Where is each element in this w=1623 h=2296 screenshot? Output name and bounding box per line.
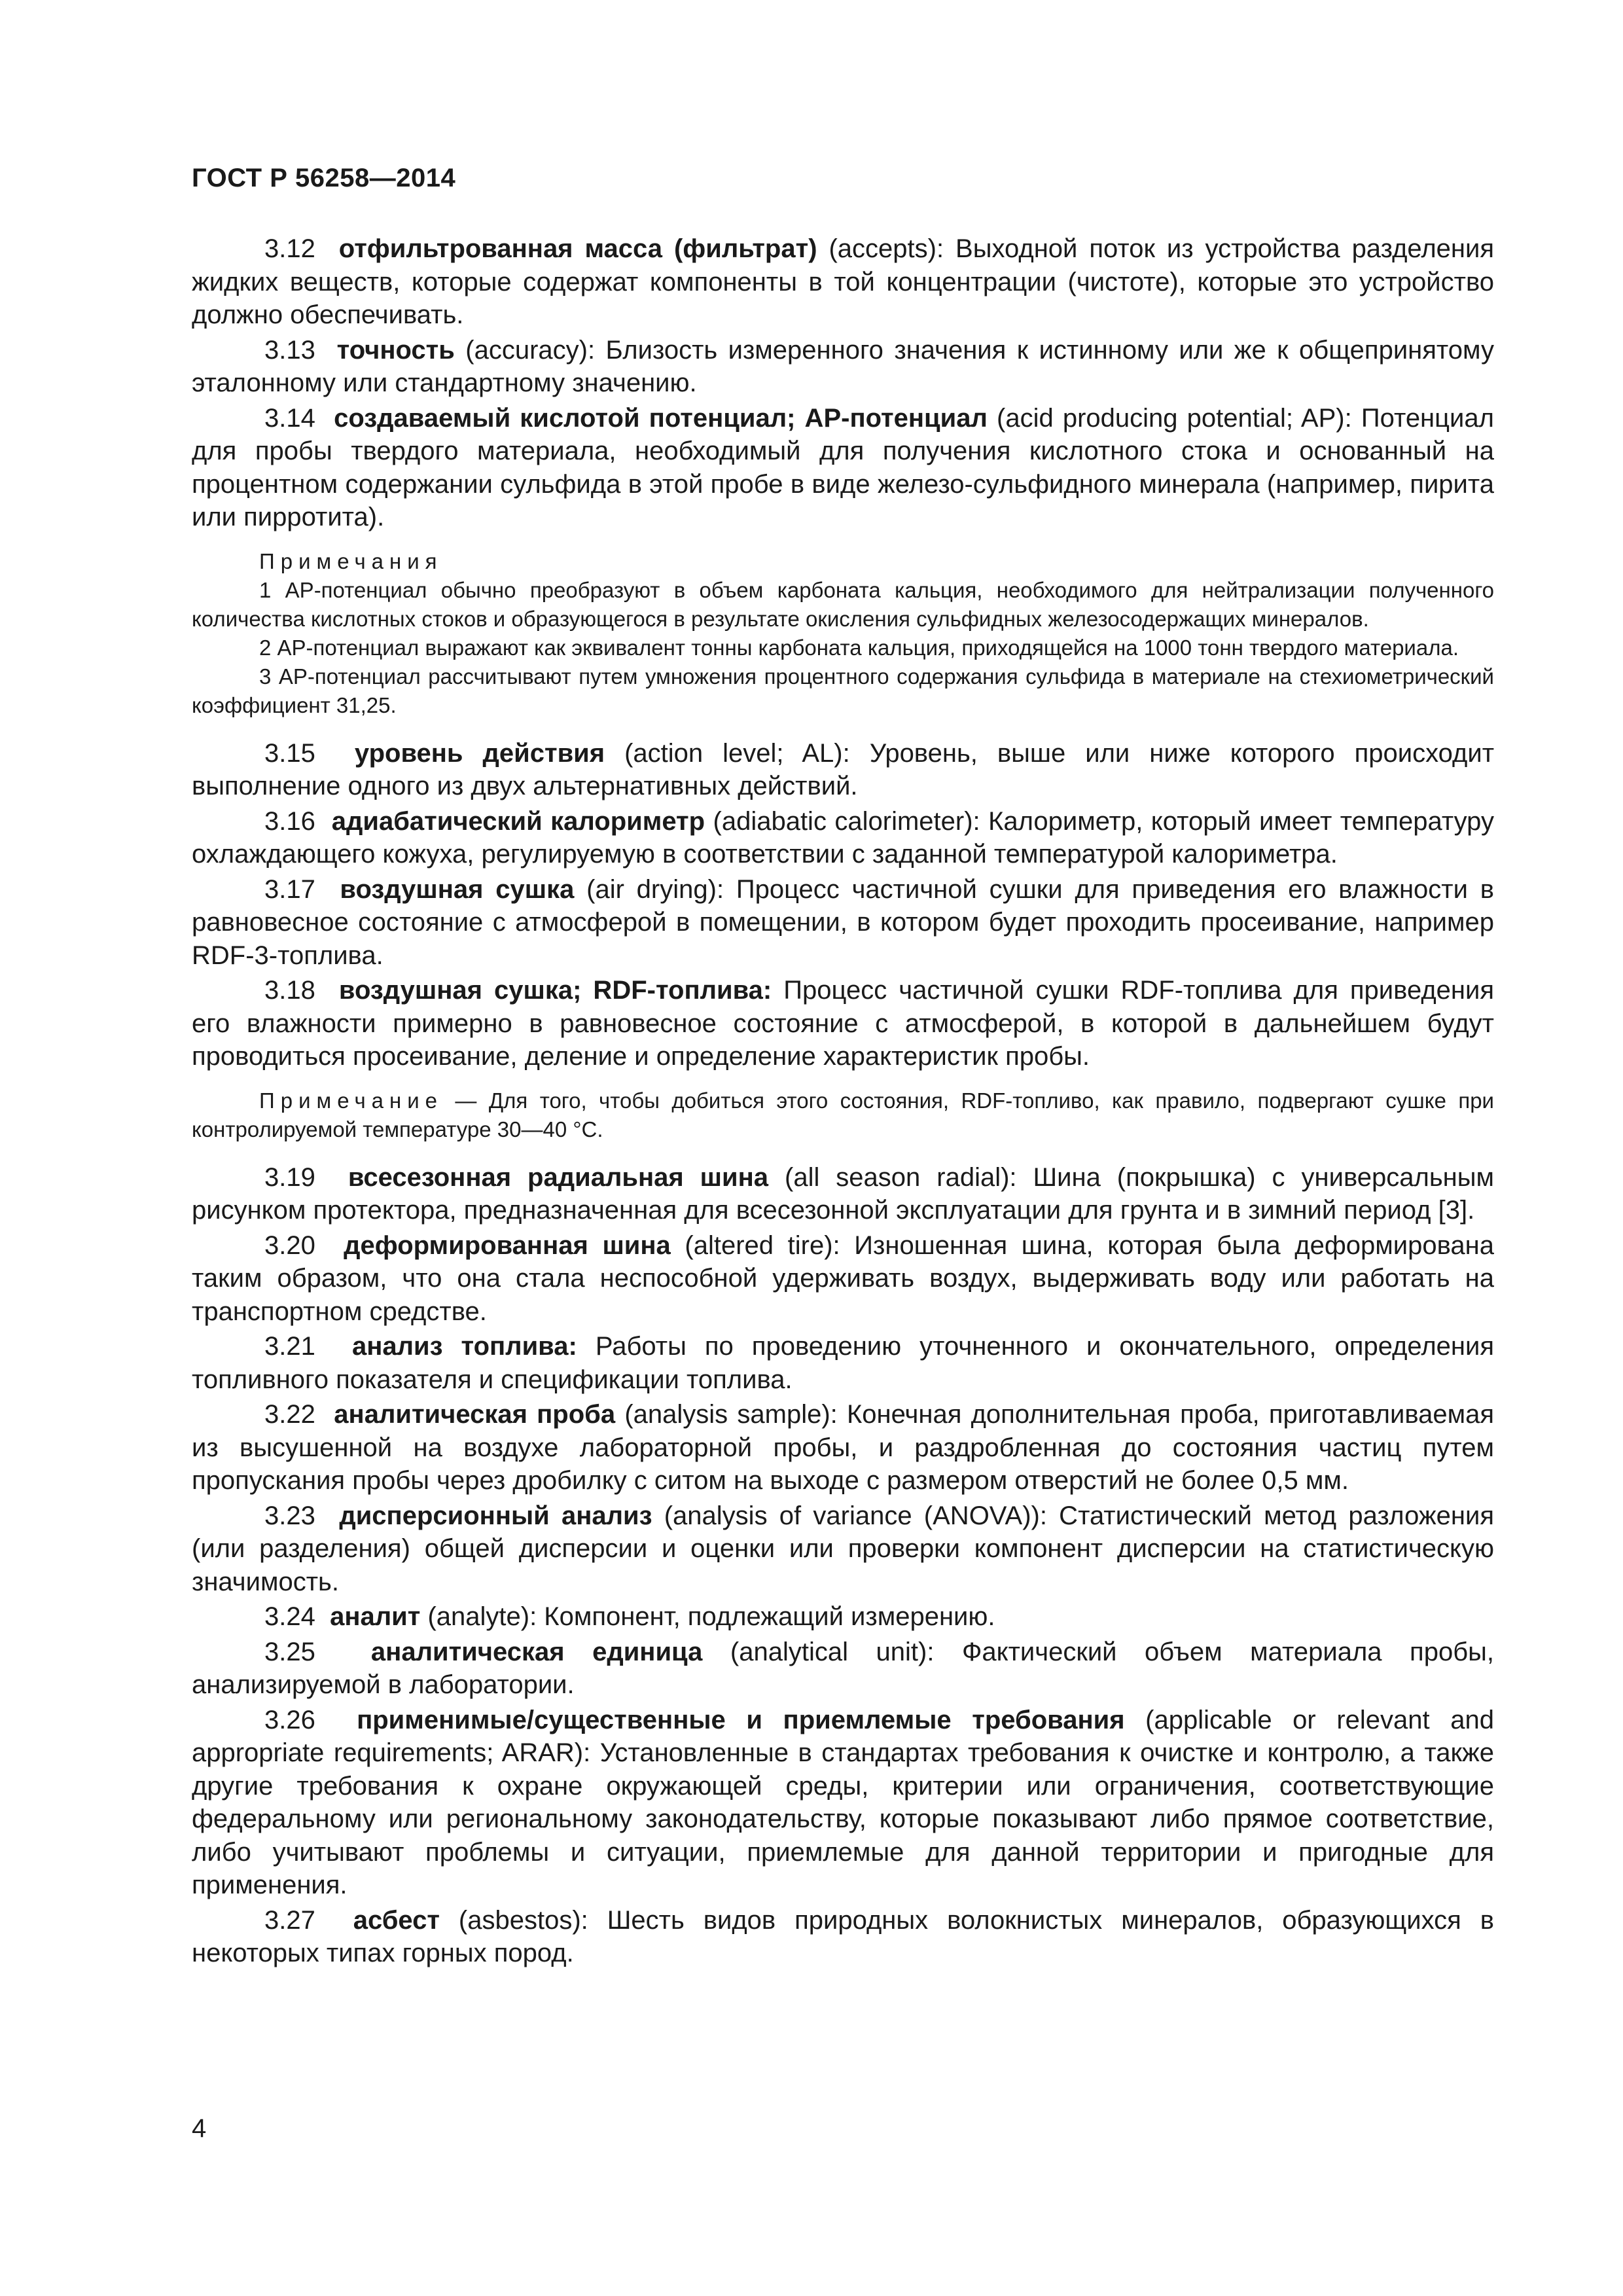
entry-term: точность xyxy=(336,335,455,365)
entry-definition: Работы по проведению уточненного и окончательного, определения топливного показателя и спецификации топлива. xyxy=(192,1332,1495,1394)
entry-definition: (analytical unit): Фактический объем материала пробы, анализируемой в лаборатории. xyxy=(192,1637,1494,1699)
notes-block xyxy=(192,547,1494,720)
entry-number: 3.16 xyxy=(264,806,315,836)
document-header: ГОСТ Р 56258—2014 xyxy=(192,164,456,192)
note-item: 3 АР-потенциал рассчитывают путем умножения процентного содержания сульфида в материале на стехиометрический коэффициент 31,25. xyxy=(192,664,1494,717)
term-entry xyxy=(192,805,1494,871)
notes-title: Примечания xyxy=(259,548,443,573)
term-entry xyxy=(192,402,1494,534)
note-item: 2 АР-потенциал выражают как эквивалент тонны карбоната кальция, приходящейся на 1000 тонн твердого материала. xyxy=(259,635,1459,660)
term-entry xyxy=(192,1904,1494,1970)
entry-term: отфильтрованная масса (фильтрат) xyxy=(338,234,817,263)
entry-number: 3.18 xyxy=(264,976,315,1005)
entry-term: всесезонная радиальная шина xyxy=(348,1162,769,1192)
entry-number: 3.21 xyxy=(264,1332,315,1361)
entry-term: анализ топлива: xyxy=(351,1332,577,1361)
term-entry xyxy=(192,737,1494,803)
note-single xyxy=(192,1086,1494,1144)
entry-definition: (asbestos): Шесть видов природных волокнистых минералов, образующихся в некоторых типах горных пород. xyxy=(192,1905,1494,1967)
entry-definition: (adiabatic calorimeter): Калориметр, который имеет температуру охлаждающего кожуха, регулируемую в соответствии с заданной температурой калориметра. xyxy=(192,806,1494,869)
entry-number: 3.27 xyxy=(264,1905,315,1935)
entry-definition: (accepts): Выходной поток из устройства разделения жидких веществ, которые содержат компоненты в той концентрации (чистоте), которые это устройство должно обеспечивать. xyxy=(192,234,1495,329)
entry-definition: (analysis sample): Конечная дополнительная проба, приготавливаемая из высушенной на воздухе лабораторной пробы, и раздробленная до состояния частиц путем пропускания пробы через дробилку с ситом на выходе с размером отверстий не более 0,5 мм. xyxy=(192,1400,1495,1495)
entry-term: создаваемый кислотой потенциал; АР-потенциал xyxy=(334,403,988,433)
entry-number: 3.23 xyxy=(264,1501,315,1530)
term-entry xyxy=(192,1636,1494,1702)
term-entry xyxy=(192,1704,1494,1902)
entry-definition: Процесс частичной сушки RDF-топлива для приведения его влажности примерно в равновесное состояние с атмосферой, в которой в дальнейшем будут проводиться просеивание, деление и определение характеристик пробы. xyxy=(192,976,1494,1071)
term-entry xyxy=(192,974,1494,1073)
entry-definition: (action level; AL): Уровень, выше или ниже которого происходит выполнение одного из двух альтернативных действий. xyxy=(192,738,1495,800)
note-text: — Для того, чтобы добиться этого состояния, RDF-топливо, как правило, подвергают сушке при контролируемой температуре 30—40 °С. xyxy=(192,1088,1494,1141)
entry-definition: (applicable or relevant and appropriate requirements; ARAR): Установленные в стандартах требования к очистке и контролю, а также другие требования к охране окружающей среды, критерии или ограничения, соответствующие федеральному или региональному законодательству, которые показывают либо прямое соответствие, либо учитывают проблемы и ситуации, приемлемые для данной территории и пригодные для применения. xyxy=(192,1705,1494,1899)
page-number: 4 xyxy=(192,2114,207,2143)
entry-number: 3.25 xyxy=(264,1637,315,1666)
entry-number: 3.12 xyxy=(264,234,315,263)
entry-term: воздушная сушка; RDF-топлива: xyxy=(338,976,772,1005)
entry-definition: (air drying): Процесс частичной сушки для приведения его влажности в равновесное состояние с атмосферой в помещении, в котором будет проходить просеивание, например RDF-3-топлива. xyxy=(192,874,1494,970)
term-entry xyxy=(192,1600,1494,1634)
entry-number: 3.19 xyxy=(264,1162,315,1192)
entry-term: деформированная шина xyxy=(344,1230,671,1260)
entry-term: применимые/существенные и приемлемые требования xyxy=(357,1705,1125,1734)
entry-number: 3.15 xyxy=(264,738,315,768)
term-entry xyxy=(192,232,1494,332)
entry-definition: (acid producing potential; AP): Потенциал для пробы твердого материала, необходимый для получения кислотного стока и основанный на процентном содержании сульфида в этой пробе в виде железо-сульфидного минерала (например, пирита или пирротита). xyxy=(192,403,1494,531)
entry-number: 3.17 xyxy=(264,874,315,904)
entry-definition: (accuracy): Близость измеренного значения к истинному или же к общепринятому эталонному или стандартному значению. xyxy=(192,335,1494,397)
note-item: 1 АР-потенциал обычно преобразуют в объем карбоната кальция, необходимого для нейтрализации полученного количества кислотных стоков и образующегося в результате окисления сульфидных железосодержащих минералов. xyxy=(192,577,1494,631)
document-body xyxy=(192,232,1494,1972)
entry-number: 3.24 xyxy=(264,1602,315,1631)
entry-number: 3.22 xyxy=(264,1400,315,1429)
term-entry xyxy=(192,1499,1494,1599)
entry-term: воздушная сушка xyxy=(340,874,575,904)
term-entry xyxy=(192,1330,1494,1396)
term-entry xyxy=(192,1161,1494,1227)
term-entry xyxy=(192,1229,1494,1329)
entry-term: уровень действия xyxy=(354,738,605,768)
note-label: Примечание xyxy=(259,1088,444,1113)
entry-term: аналит xyxy=(330,1602,421,1631)
entry-term: асбест xyxy=(353,1905,440,1935)
entry-number: 3.26 xyxy=(264,1705,315,1734)
term-entry xyxy=(192,1398,1494,1498)
term-entry xyxy=(192,334,1494,400)
entry-number: 3.20 xyxy=(264,1230,315,1260)
entry-number: 3.13 xyxy=(264,335,315,365)
entry-definition: (all season radial): Шина (покрышка) с универсальным рисунком протектора, предназначенная для всесезонной эксплуатации для грунта и в зимний период [3]. xyxy=(192,1162,1494,1225)
term-entry xyxy=(192,873,1494,973)
entry-definition: (analysis of variance (ANOVA)): Статистический метод разложения (или разделения) общей дисперсии и оценки или проверки компонент дисперсии на статистическую значимость. xyxy=(192,1501,1494,1596)
entry-number: 3.14 xyxy=(264,403,315,433)
entry-definition: (analyte): Компонент, подлежащий измерению. xyxy=(420,1602,995,1631)
entry-term: дисперсионный анализ xyxy=(339,1501,652,1530)
entry-term: аналитическая проба xyxy=(334,1400,616,1429)
entry-term: аналитическая единица xyxy=(370,1637,703,1666)
entry-term: адиабатический калориметр xyxy=(331,806,705,836)
entry-definition: (altered tire): Изношенная шина, которая была деформирована таким образом, что она стала неспособной удерживать воздух, выдерживать воду или работать на транспортном средстве. xyxy=(192,1230,1495,1326)
